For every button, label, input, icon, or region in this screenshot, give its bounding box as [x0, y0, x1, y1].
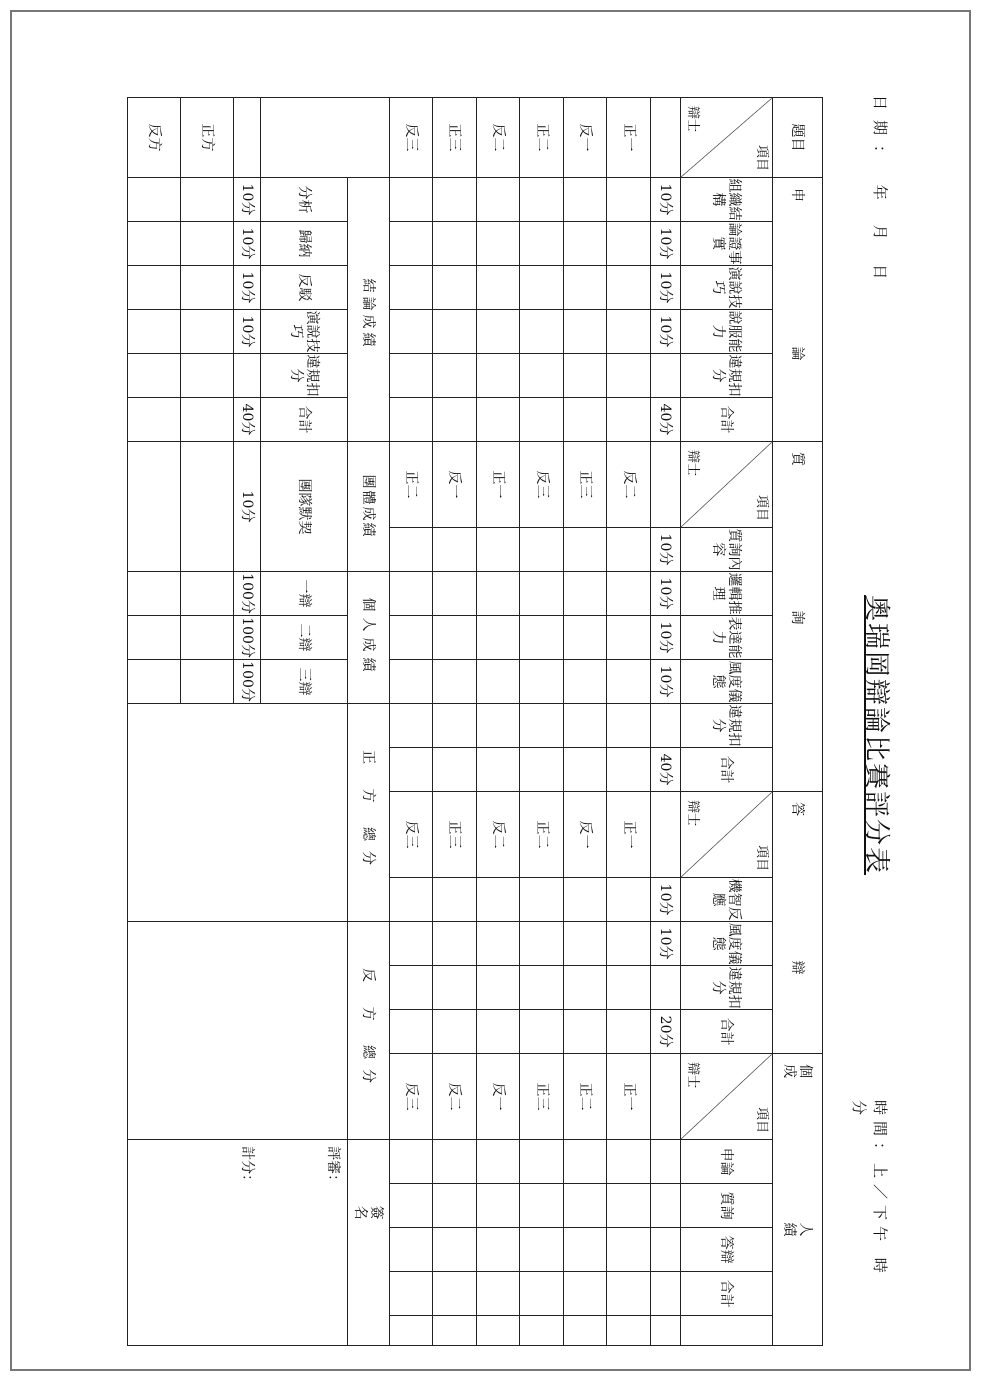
answer-item: 機智反應 [680, 878, 772, 922]
speaker-row [563, 98, 607, 1346]
indiv-points: 100分 [233, 572, 261, 616]
conclusion-item: 合計 [261, 398, 348, 442]
personal-item: 答辯 [680, 1228, 772, 1272]
pro-total-field[interactable] [128, 704, 348, 922]
personal-diag-cell [680, 1054, 772, 1140]
judge-label: 評審： [325, 1146, 342, 1189]
indiv-item: 三辯 [261, 660, 348, 704]
diag-debater-label: 辯士 [684, 1062, 700, 1089]
speaker-label: 反二 [607, 442, 651, 528]
argument-item: 組織結構 [680, 178, 772, 222]
conclusion-points: 10分 [233, 310, 261, 354]
points-row [651, 98, 681, 1346]
speaker-label: 反二 [476, 792, 520, 878]
indiv-label: 個人成績 [348, 572, 389, 704]
cross-points: 10分 [651, 528, 681, 572]
scorer-label: 計分： [239, 1146, 256, 1189]
cross-diag-cell [680, 442, 772, 528]
diag-item-label: 項目 [753, 845, 769, 872]
item-row [680, 98, 772, 1346]
answer-points: 20分 [651, 1010, 681, 1054]
cross-points [651, 704, 681, 748]
answer-item: 合計 [680, 1010, 772, 1054]
argument-diag-cell [680, 98, 772, 178]
diag-item-label: 項目 [753, 144, 769, 171]
indiv-item: 一辯 [261, 572, 348, 616]
personal-item: 申論 [680, 1140, 772, 1184]
speaker-label: 正三 [563, 442, 607, 528]
personal-item: 合計 [680, 1272, 772, 1316]
argument-item: 演說技巧 [680, 266, 772, 310]
sheet-title: 奧瑞岡辯論比賽評分表 [861, 595, 891, 876]
answer-points: 10分 [651, 922, 681, 966]
speaker-label: 正二 [520, 98, 564, 178]
conclusion-item: 反駁 [261, 266, 348, 310]
argument-item: 說服能力 [680, 310, 772, 354]
indiv-points: 100分 [233, 660, 261, 704]
conclusion-item: 歸納 [261, 222, 348, 266]
speaker-label: 反三 [520, 442, 564, 528]
speaker-label: 正一 [607, 1054, 651, 1140]
speaker-label: 反三 [389, 98, 433, 178]
speaker-label: 反二 [433, 1054, 477, 1140]
argument-points [651, 354, 681, 398]
speaker-row [433, 98, 477, 1346]
time-label: 時間：上／下午 時 分 [850, 1100, 889, 1279]
lower-header-row [348, 98, 389, 1346]
speaker-label: 正一 [607, 792, 651, 878]
speaker-label: 反一 [476, 1054, 520, 1140]
answer-item: 風度儀態 [680, 922, 772, 966]
diag-item-label: 項目 [753, 495, 769, 522]
cross-item: 合計 [680, 748, 772, 792]
speaker-label: 反一 [433, 442, 477, 528]
side-label-con: 反方 [128, 98, 181, 178]
sheet-header [850, 95, 891, 1285]
personal-section-label: 個 人 成 績 [772, 1054, 822, 1346]
speaker-label: 正三 [520, 1054, 564, 1140]
speaker-label: 反一 [563, 98, 607, 178]
score-table [127, 97, 823, 1346]
conclusion-item: 違規扣分 [261, 354, 348, 398]
cross-item: 邏輯推理 [680, 572, 772, 616]
argument-points: 10分 [651, 266, 681, 310]
cross-points: 40分 [651, 748, 681, 792]
answer-points [651, 966, 681, 1010]
conclusion-points: 10分 [233, 222, 261, 266]
speaker-label: 正一 [607, 98, 651, 178]
argument-points: 10分 [651, 310, 681, 354]
speaker-label: 正一 [476, 442, 520, 528]
team-item: 團隊默契 [261, 442, 348, 572]
answer-item: 違規扣分 [680, 966, 772, 1010]
speaker-row [389, 98, 433, 1346]
answer-section-label: 答 辯 [772, 792, 822, 1054]
speaker-label: 反二 [476, 98, 520, 178]
lower-items-row [261, 98, 348, 1346]
cross-points: 10分 [651, 616, 681, 660]
argument-section-label: 申 論 [772, 178, 822, 442]
conclusion-points: 10分 [233, 266, 261, 310]
team-label: 團體成績 [348, 442, 389, 572]
speaker-row [520, 98, 564, 1346]
cross-points: 10分 [651, 572, 681, 616]
cross-item: 風度儀態 [680, 660, 772, 704]
section-header-row [772, 98, 822, 1346]
cross-item: 表達能力 [680, 616, 772, 660]
signature-area [128, 1140, 348, 1346]
diag-debater-label: 辯士 [684, 800, 700, 827]
answer-diag-cell [680, 792, 772, 878]
speaker-label: 正三 [433, 98, 477, 178]
pro-total-label: 正 方 總分 [348, 704, 389, 922]
con-total-label: 反 方 總分 [348, 922, 389, 1140]
conclusion-points [233, 354, 261, 398]
side-label-pro: 正方 [180, 98, 233, 178]
sign-label: 簽 名 [348, 1140, 389, 1346]
speaker-label: 正二 [389, 442, 433, 528]
speaker-label: 反一 [563, 792, 607, 878]
diag-debater-label: 辯士 [684, 450, 700, 477]
conclusion-item: 演說技巧 [261, 310, 348, 354]
speaker-label: 正二 [520, 792, 564, 878]
speaker-label: 正二 [563, 1054, 607, 1140]
personal-item: 質詢 [680, 1184, 772, 1228]
team-points: 10分 [233, 442, 261, 572]
conclusion-item: 分析 [261, 178, 348, 222]
cross-exam-section-label: 質 詢 [772, 442, 822, 792]
conclusion-points: 10分 [233, 178, 261, 222]
conclusion-label: 結論成績 [348, 178, 389, 442]
indiv-points: 100分 [233, 616, 261, 660]
topic-label: 題目 [772, 98, 822, 178]
argument-item: 違規扣分 [680, 354, 772, 398]
speaker-row [607, 98, 651, 1346]
cross-item: 違規扣分 [680, 704, 772, 748]
cross-item: 質詢內容 [680, 528, 772, 572]
con-total-field[interactable] [128, 922, 348, 1140]
speaker-label: 正三 [433, 792, 477, 878]
conclusion-points: 40分 [233, 398, 261, 442]
speaker-label: 反三 [389, 792, 433, 878]
speaker-row [476, 98, 520, 1346]
answer-points: 10分 [651, 878, 681, 922]
indiv-item: 二辯 [261, 616, 348, 660]
argument-item: 合計 [680, 398, 772, 442]
argument-points: 10分 [651, 178, 681, 222]
argument-points: 40分 [651, 398, 681, 442]
argument-points: 10分 [651, 222, 681, 266]
diag-debater-label: 辯士 [684, 106, 700, 133]
argument-item: 論證事實 [680, 222, 772, 266]
diag-item-label: 項目 [753, 1107, 769, 1134]
date-label: 日期： 年 月 日 [871, 95, 889, 290]
speaker-label: 反三 [389, 1054, 433, 1140]
cross-points: 10分 [651, 660, 681, 704]
